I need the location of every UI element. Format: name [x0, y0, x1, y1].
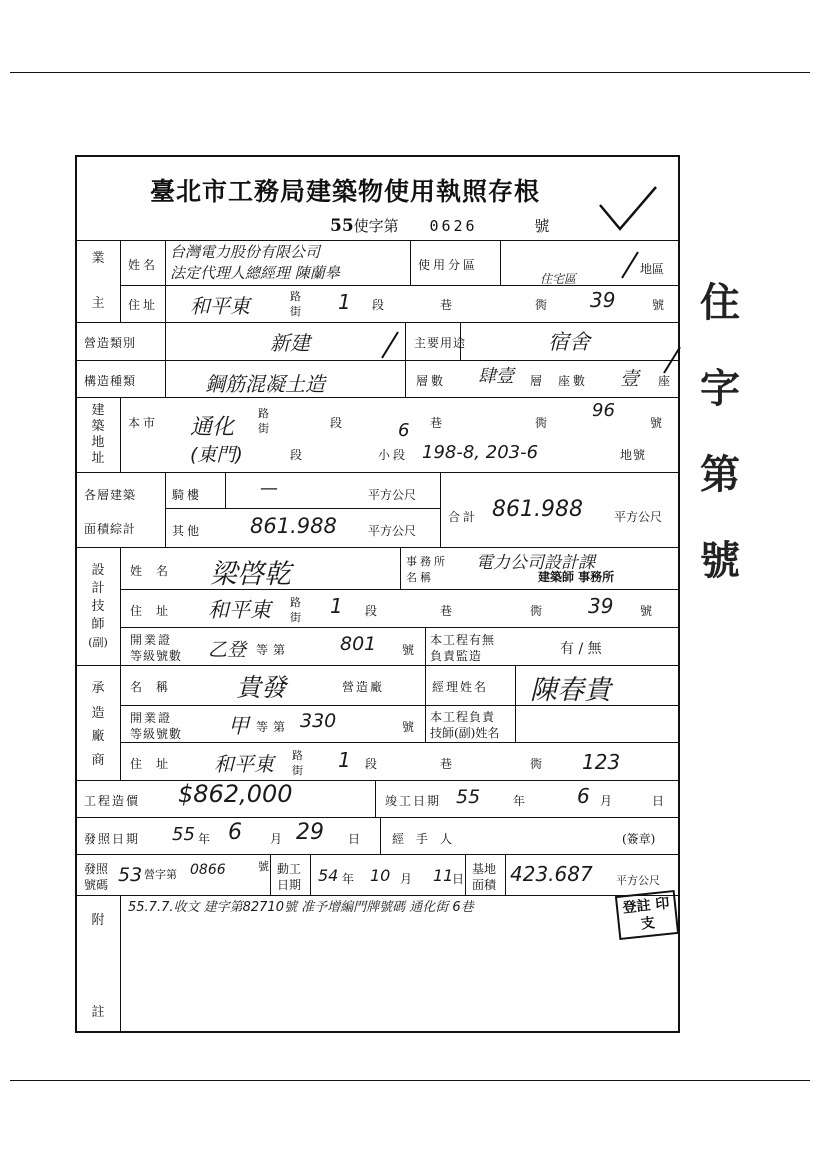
grid-line [270, 854, 271, 895]
contractor-license-no: 330 [300, 710, 337, 732]
arcade-label: 騎樓 [172, 488, 203, 502]
owner-name-line2: 法定代理人總經理 陳蘭皋 [170, 264, 340, 282]
permit-year: 55 [330, 216, 354, 236]
grid-line [77, 665, 680, 666]
contractor-label-a: 承 [91, 681, 105, 696]
remarks-value: 55.7.7.收文 建字第82710號 准予增編門牌號碼 通化街 6巷 [128, 900, 474, 915]
issue-date-label: 發照日期 [84, 832, 141, 846]
tech-label-b: 技師(副)姓名 [430, 726, 500, 740]
start-label-a: 動工 [277, 862, 302, 876]
grid-line [465, 854, 466, 895]
construction-type-value: 新建 [270, 331, 310, 355]
grid-line [77, 397, 680, 398]
building-road-label: 路 [258, 407, 272, 420]
grid-line [425, 627, 426, 665]
grid-line [165, 508, 440, 509]
designer-address-road: 和平東 [208, 598, 271, 622]
grid-line [77, 240, 680, 241]
grid-line [120, 240, 121, 322]
designer-label-c: 技 [91, 599, 105, 614]
grid-line [165, 322, 166, 397]
building-lane-label: 巷 [430, 416, 446, 430]
owner-section-label-b: 主 [91, 296, 105, 311]
owner-street-label: 街 [290, 305, 304, 318]
supervise-label-a: 本工程有無 [430, 633, 496, 647]
designer-lane-label: 巷 [440, 604, 456, 618]
completion-label: 竣工日期 [385, 794, 442, 808]
issue-day: 29 [296, 820, 324, 845]
base-unit: 平方公尺 [616, 874, 660, 887]
start-year: 54 [318, 866, 339, 885]
owner-road-label: 路 [290, 290, 304, 303]
base-value: 423.687 [510, 862, 593, 886]
handler-label: 經手人 [392, 832, 465, 846]
contractor-license-suffix: 號 [402, 720, 418, 734]
designer-label-a: 設 [91, 563, 105, 578]
issue-year-label: 年 [198, 832, 214, 846]
structure-label: 構造種類 [84, 374, 137, 388]
contractor-label-b: 造 [91, 706, 105, 721]
start-month: 10 [370, 866, 391, 885]
permit-suffix: 號 [534, 217, 550, 235]
start-label-b: 日期 [277, 878, 302, 892]
arcade-value: — [260, 478, 278, 499]
floor-unit: 層 [530, 374, 546, 388]
issue-month: 6 [228, 820, 242, 845]
contractor-section-word: 段 [365, 757, 381, 771]
contractor-address-label: 住址 [130, 757, 183, 771]
designer-license-mid: 等第 [256, 643, 291, 657]
start-month-label: 月 [400, 872, 416, 886]
issue-year: 55 [172, 824, 195, 845]
designer-alley-label: 衖 [530, 604, 546, 618]
arcade-unit: 平方公尺 [368, 488, 417, 502]
contractor-address-no: 123 [582, 750, 621, 774]
designer-label-e: (副) [88, 636, 108, 649]
owner-no-label: 號 [652, 298, 665, 312]
other-value: 861.988 [250, 514, 337, 538]
contractor-license-mid: 等第 [256, 720, 291, 734]
designer-license-grade: 乙登 [208, 639, 247, 661]
contractor-name-label: 名稱 [130, 680, 183, 694]
designer-section-word: 段 [365, 604, 381, 618]
grid-line [120, 627, 680, 628]
manager-label: 經理姓名 [432, 680, 489, 694]
contractor-name-suffix: 營造廠 [342, 680, 385, 694]
building-alley-label: 衖 [535, 416, 551, 430]
grid-line [120, 547, 121, 780]
owner-section-label-a: 業 [91, 251, 105, 266]
tick-mark-icon [662, 345, 682, 375]
owner-address-section: 1 [338, 290, 351, 314]
grid-line [77, 854, 680, 855]
tick-mark-icon [620, 250, 640, 280]
contractor-label-c: 廠 [91, 729, 105, 744]
office-label-a: 事務所 [406, 555, 448, 568]
cost-value: $862,000 [178, 780, 293, 808]
grid-line [505, 854, 506, 895]
designer-name-label: 姓名 [130, 564, 183, 578]
count-value: 壹 [620, 368, 640, 390]
grid-line [425, 665, 426, 742]
grid-line [77, 817, 680, 818]
main-use-value: 宿舍 [548, 330, 590, 354]
base-label-b: 面積 [472, 878, 497, 892]
designer-label-b: 計 [91, 581, 105, 596]
base-label-a: 基地 [472, 862, 497, 876]
subsection-label: 小段 [378, 448, 409, 462]
remarks-label-bottom: 註 [91, 1005, 105, 1020]
building-address-label-d: 址 [91, 451, 105, 466]
owner-address-label: 住址 [128, 298, 159, 312]
margin-text: 住 字 第 號 [700, 279, 740, 584]
contractor-street-label: 街 [292, 764, 306, 777]
designer-label-d: 師 [91, 617, 105, 632]
owner-address-no: 39 [590, 288, 616, 312]
supervise-label-b: 負責監造 [430, 649, 483, 663]
contractor-license-label-b: 等級號數 [130, 727, 183, 741]
completion-month: 6 [577, 784, 590, 808]
contractor-label-d: 商 [91, 753, 105, 768]
grid-line [77, 472, 680, 473]
lot-label: 地號 [620, 448, 647, 462]
owner-name-line1: 台灣電力股份有限公司 [170, 243, 321, 261]
total-unit: 平方公尺 [614, 510, 663, 524]
floors-value: 肆壹 [478, 366, 514, 387]
completion-day-label: 日 [652, 794, 665, 808]
issue-day-label: 日 [348, 832, 364, 846]
scan-top-rule [10, 72, 810, 73]
lot-value: 198-8, 203-6 [422, 442, 539, 463]
grid-line [380, 817, 381, 854]
grid-line [120, 397, 121, 472]
registration-stamp: 登註 印支 [615, 890, 679, 940]
contractor-lane-label: 巷 [440, 757, 456, 771]
district-section-word: 段 [290, 448, 306, 462]
main-use-label: 主要用途 [414, 336, 467, 350]
designer-road-label: 路 [290, 596, 304, 609]
grid-line [77, 322, 680, 323]
grid-line [165, 472, 166, 547]
building-road-value: 通化 [190, 415, 235, 440]
total-value: 861.988 [492, 497, 583, 522]
building-address-label-a: 建 [91, 403, 105, 418]
zone-suffix: 地區 [640, 262, 665, 276]
zone-value: 住宅區 [540, 272, 577, 286]
grid-line [165, 240, 166, 322]
tick-mark-icon [380, 330, 400, 360]
designer-address-no: 39 [588, 594, 614, 618]
designer-no-label: 號 [640, 604, 653, 618]
designer-license-suffix: 號 [402, 643, 418, 657]
grid-line [405, 322, 406, 397]
floor-area-label-a: 各層建築 [84, 488, 137, 502]
grid-line [375, 780, 376, 817]
permit-label-b: 號碼 [84, 878, 109, 892]
manager-value: 陳春貴 [530, 675, 611, 706]
grid-line [310, 854, 311, 895]
scan-bottom-rule [10, 1080, 810, 1081]
grid-line [440, 472, 441, 547]
city-label: 本市 [128, 416, 159, 430]
structure-value: 鋼筋混凝土造 [205, 372, 325, 396]
tech-label-a: 本工程負責 [430, 710, 496, 724]
owner-alley-label: 衖 [535, 298, 551, 312]
start-year-label: 年 [342, 872, 358, 886]
owner-lane-label: 巷 [440, 298, 456, 312]
other-label: 其他 [172, 524, 203, 538]
designer-license-label-a: 開業證 [130, 633, 173, 647]
floors-label: 層數 [416, 374, 447, 388]
building-no-value: 96 [592, 400, 615, 421]
permit-number: 0626 [429, 217, 478, 235]
count-unit: 座 [658, 374, 671, 388]
building-address-label-c: 地 [91, 435, 105, 450]
building-no-label: 號 [650, 416, 663, 430]
grid-line [120, 589, 680, 590]
contractor-license-grade: 甲 [228, 714, 249, 738]
contractor-road-label: 路 [292, 749, 306, 762]
grid-line [400, 547, 401, 589]
grid-line [77, 780, 680, 781]
designer-address-section: 1 [330, 594, 343, 618]
permit-label-word: 使字第 [353, 217, 399, 235]
building-section-word: 段 [330, 416, 346, 430]
permit-suffix-bottom: 號 [258, 860, 269, 873]
issue-month-label: 月 [270, 832, 286, 846]
designer-license-no: 801 [340, 633, 377, 655]
grid-line [515, 665, 516, 742]
permit-label-a: 發照 [84, 862, 109, 876]
building-lane-value: 6 [398, 420, 410, 441]
contractor-alley-label: 衖 [530, 757, 546, 771]
owner-section-word: 段 [372, 298, 388, 312]
start-day-label: 日 [452, 872, 465, 886]
permit-value-b: 0866 [190, 862, 226, 878]
owner-name-label: 姓名 [128, 258, 159, 272]
office-suffix: 建築師 事務所 [538, 570, 615, 584]
grid-line [77, 360, 680, 361]
supervise-value: 有 / 無 [560, 641, 602, 657]
seal-label: (簽章) [622, 832, 656, 846]
designer-address-label: 住址 [130, 604, 183, 618]
completion-month-label: 月 [600, 794, 616, 808]
permit-word: 營字第 [144, 868, 177, 881]
contractor-address-road: 和平東 [214, 752, 274, 776]
floor-area-label-b: 面積綜計 [84, 522, 137, 536]
grid-line [500, 240, 501, 285]
office-value: 電力公司設計課 [476, 553, 595, 573]
designer-name-value: 梁啓乾 [210, 559, 291, 590]
completion-year: 55 [456, 786, 481, 808]
grid-line [410, 240, 411, 285]
zone-label: 使用分區 [418, 258, 479, 272]
cost-label: 工程造價 [84, 794, 141, 808]
office-label-b: 名稱 [406, 571, 434, 584]
completion-year-label: 年 [513, 794, 529, 808]
grid-line [225, 472, 226, 509]
grid-line [120, 742, 680, 743]
designer-license-label-b: 等級號數 [130, 649, 183, 663]
other-unit: 平方公尺 [368, 524, 417, 538]
start-day: 11 [433, 866, 454, 885]
contractor-license-label-a: 開業證 [130, 711, 173, 725]
remarks-label-top: 附 [91, 913, 105, 928]
contractor-address-section: 1 [338, 748, 351, 772]
designer-street-label: 街 [290, 611, 304, 624]
contractor-name-value: 貴發 [236, 673, 287, 702]
count-label: 座數 [558, 374, 589, 388]
owner-address-road: 和平東 [190, 294, 250, 318]
grid-line [120, 285, 680, 286]
page-title: 臺北市工務局建築物使用執照存根 [150, 177, 541, 206]
total-label: 合計 [448, 510, 479, 524]
permit-value-a: 53 [118, 864, 143, 886]
district-value: (東門) [190, 444, 243, 466]
construction-type-label: 營造類別 [84, 336, 137, 350]
building-street-label: 街 [258, 422, 272, 435]
grid-line [120, 895, 121, 1032]
building-address-label-b: 築 [91, 419, 105, 434]
